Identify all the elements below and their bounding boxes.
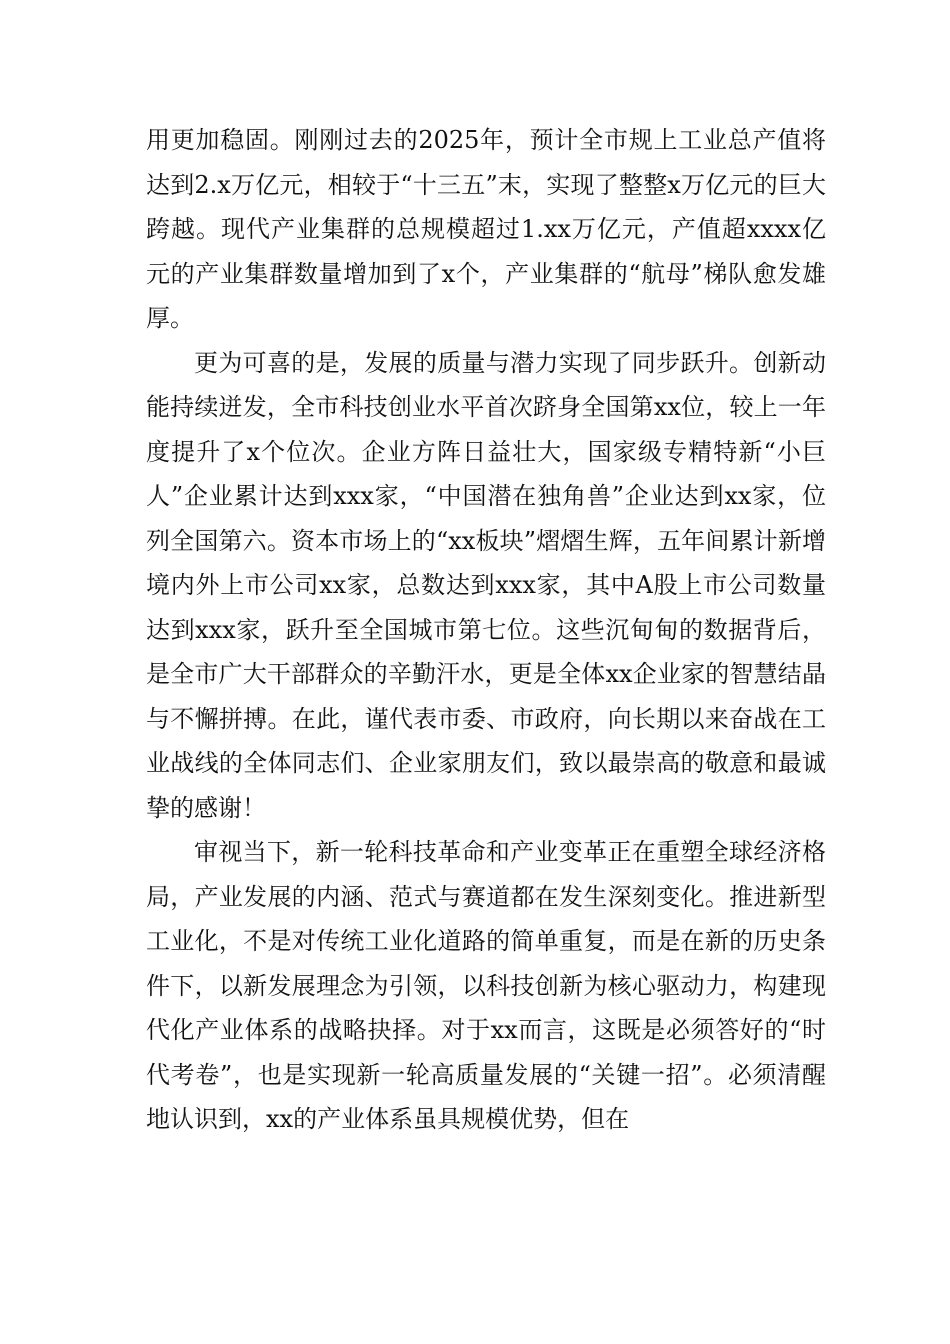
document-body [146, 118, 826, 1142]
paragraph-3: 审视当下，新一轮科技革命和产业变革正在重塑全球经济格局，产业发展的内涵、范式与赛道都在发生深刻变化。推进新型工业化，不是对传统工业化道路的简单重复，而是在新的历史条件下，以新发展理念为引领，以科技创新为核心驱动力，构建现代化产业体系的战略抉择。对于xx而言，这既是必须答好的“时代考卷”，也是实现新一轮高质量发展的“关键一招”。必须清醒地认识到，xx的产业体系虽具规模优势，但在 [146, 838, 826, 1133]
paragraph-1: 用更加稳固。刚刚过去的2025年，预计全市规上工业总产值将达到2.x万亿元，相较于“十三五”末，实现了整整x万亿元的巨大跨越。现代产业集群的总规模超过1.xx万亿元，产值超xxxx亿元的产业集群数量增加到了x个，产业集群的“航母”梯队愈发雄厚。 [146, 126, 826, 332]
paragraph-2: 更为可喜的是，发展的质量与潜力实现了同步跃升。创新动能持续迸发，全市科技创业水平首次跻身全国第xx位，较上一年度提升了x个位次。企业方阵日益壮大，国家级专精特新“小巨人”企业累计达到xxx家，“中国潜在独角兽”企业达到xx家，位列全国第六。资本市场上的“xx板块”熠熠生辉，五年间累计新增境内外上市公司xx家，总数达到xxx家，其中A股上市公司数量达到xxx家，跃升至全国城市第七位。这些沉甸甸的数据背后，是全市广大干部群众的辛勤汗水，更是全体xx企业家的智慧结晶与不懈拼搏。在此，谨代表市委、市政府，向长期以来奋战在工业战线的全体同志们、企业家朋友们，致以最崇高的敬意和最诚挚的感谢！ [146, 348, 826, 822]
